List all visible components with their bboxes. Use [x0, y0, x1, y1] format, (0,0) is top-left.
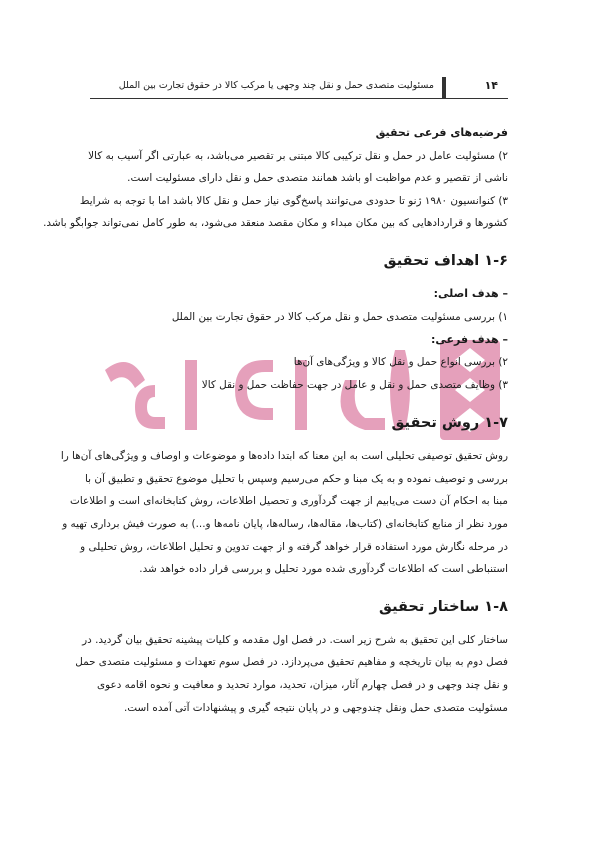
header-divider-bar [442, 77, 446, 99]
objectives-heading: ۱-۶ اهداف تحقیق [383, 252, 508, 269]
structure-line: و نقل چند وجهی و در فصل چهارم آثار، میزان، تحدید، موارد تحدید و معافیت و نحوه اقامه دعوی [97, 678, 508, 691]
sub-objective-heading: – هدف فرعی: [430, 332, 508, 346]
main-objective-heading: – هدف اصلی: [433, 286, 508, 300]
main-objective-item: ۱) بررسی مسئولیت متصدی حمل و نقل مرکب کالا در حقوق تجارت بین الملل [171, 310, 508, 323]
structure-line: مسئولیت متصدی حمل ونقل چندوجهی و در پایان نتیجه گیری و پیشنهادات آتی آمده است. [123, 701, 508, 714]
hypotheses-line: ۳) کنوانسیون ۱۹۸۰ ژنو تا حدودی می‌توانند پاسخ‌گوی نیاز حمل و نقل کالا باشد اما با توجه به شرایط [79, 194, 508, 207]
sub-objective-item: ۳) وظایف متصدی حمل و نقل و عامل در جهت حفاظت حمل و نقل کالا [201, 379, 508, 392]
page-number: ۱۴ [484, 79, 498, 92]
structure-line: فصل دوم به بیان تاریخچه و مفاهیم تحقیق می‌پردازد. در فصل سوم تعهدات و مسئولیت متصدی حمل [75, 656, 508, 669]
structure-heading: ۱-۸ ساختار تحقیق [379, 598, 508, 615]
structure-line: ساختار کلی این تحقیق به شرح زیر است. در فصل اول مقدمه و کلیات پیشینه تحقیق بیان گردید. در [82, 633, 508, 646]
sub-objective-item: ۲) بررسی انواع حمل و نقل کالا و ویژگی‌های آن‌ها [293, 356, 508, 369]
method-line: مبنا به احکام آن دست می‌یابیم از جهت گردآوری و تحصیل اطلاعات، روش کتابخانه‌ای است و اطلاعات [70, 495, 508, 508]
hypotheses-line: ۲) مسئولیت عامل در حمل و نقل ترکیبی کالا مبتنی بر تقصیر می‌باشد، به عبارتی اگر آسیب به کالا [88, 149, 508, 162]
method-line: در مرحله نگارش مورد استفاده قرار خواهد گرفته و از جهت تدوین و تحلیل اطلاعات، روش تحلیلی و [80, 540, 508, 553]
page-body [43, 122, 508, 719]
method-heading: ۱-۷ روش تحقیق [391, 415, 508, 432]
hypotheses-line: کشورها و قراردادهایی که بین مکان مبداء و مکان مقصد منعقد می‌شود، به طور کامل نمی‌تواند جوابگو باشد. [43, 217, 508, 230]
running-header [90, 77, 508, 99]
method-line: مورد نظر از منابع کتابخانه‌ای (کتاب‌ها، مقاله‌ها، رساله‌ها، پایان نامه‌ها و...) به صورت فیش برداری تهیه و [62, 517, 508, 530]
method-line: روش تحقیق توصیفی تحلیلی است به این معنا که ابتدا داده‌ها و موضوعات و اوصاف و ویژگی‌های آن‌ها را [60, 450, 508, 463]
running-header-title: مسئولیت متصدی حمل و نقل چند وجهی یا مرکب کالا در حقوق تجارت بین الملل [118, 80, 434, 91]
hypotheses-line: ناشی از تقصیر و عدم مواظبت او باشد همانند متصدی حمل و نقل دارای مسئولیت است. [127, 172, 508, 185]
method-line: بررسی و توصیف نموده و به یک مبنا و حکم می‌رسیم وسپس با تحلیل موضوع تحقیق و تطبیق آن با [85, 472, 508, 485]
hypotheses-heading: فرضیه‌های فرعی تحقیق [375, 126, 508, 139]
method-line: استنباطی است که اطلاعات گردآوری شده مورد تحلیل و بررسی قرار داده خواهد شد. [139, 563, 508, 576]
